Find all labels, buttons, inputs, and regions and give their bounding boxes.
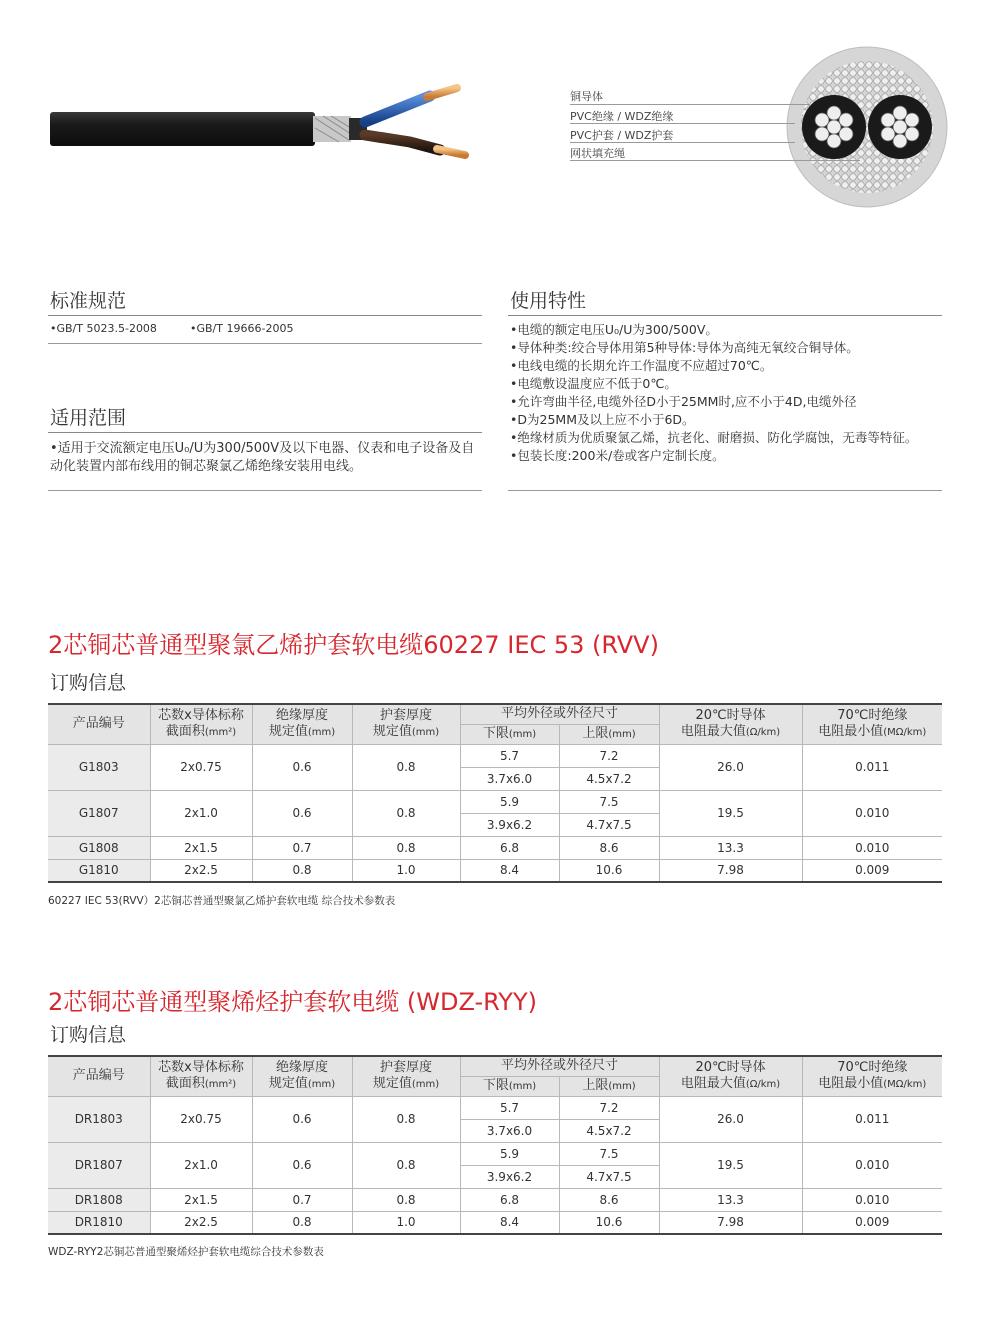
cell-resistance: 7.98 [659, 859, 802, 882]
cell-upper: 4.7x7.5 [559, 813, 659, 836]
table-caption-wdz-ryy: WDZ-RYY2芯铜芯普通型聚烯烃护套软电缆综合技术参数表 [48, 1246, 324, 1258]
spec-table-rvv [48, 703, 942, 883]
cell-upper: 4.5x7.2 [559, 1119, 659, 1142]
product-title-wdz-ryy: 2芯铜芯普通型聚烯烃护套软电缆 (WDZ-RYY) [48, 988, 537, 1016]
cell-resistance: 13.3 [659, 1188, 802, 1211]
header-upper: 上限(mm) [559, 1076, 659, 1096]
cell-lower: 5.9 [460, 1142, 559, 1165]
product-code: DR1810 [48, 1211, 150, 1234]
table-row [48, 1142, 942, 1165]
feature-item: •包装长度:200米/卷或客户定制长度。 [510, 448, 725, 463]
features-list [510, 321, 940, 465]
table-row [48, 859, 942, 882]
outer-jacket [50, 112, 315, 146]
cell-sheath: 0.8 [352, 1142, 460, 1188]
cell-lower: 8.4 [460, 1211, 559, 1234]
table-row [48, 836, 942, 859]
header-insulation-resistance: 70℃时绝缘 电阻最小值(MΩ/km) [802, 704, 942, 744]
cell-upper: 10.6 [559, 859, 659, 882]
cell-upper: 4.5x7.2 [559, 767, 659, 790]
header-insulation-resistance: 70℃时绝缘 电阻最小值(MΩ/km) [802, 1056, 942, 1096]
cell-insulation-resistance: 0.011 [802, 1096, 942, 1142]
header-sheath: 护套厚度 规定值(mm) [352, 1056, 460, 1096]
cell-upper: 4.7x7.5 [559, 1165, 659, 1188]
cell-lower: 3.9x6.2 [460, 1165, 559, 1188]
legend-sheath: PVC护套 / WDZ护套 [570, 129, 674, 142]
legend-filler: 网状填充绳 [570, 147, 625, 160]
header-insulation: 绝缘厚度 规定值(mm) [252, 1056, 352, 1096]
cell-insulation-resistance: 0.010 [802, 790, 942, 836]
cell-section: 2x1.5 [150, 1188, 252, 1211]
copper-tip-blue [427, 88, 457, 97]
legend-insulation: PVC绝缘 / WDZ绝缘 [570, 110, 674, 123]
product-code: DR1808 [48, 1188, 150, 1211]
table-row [48, 1211, 942, 1234]
cell-insulation-resistance: 0.010 [802, 1142, 942, 1188]
cell-insulation: 0.6 [252, 744, 352, 790]
table-caption-rvv: 60227 IEC 53(RVV）2芯铜芯普通型聚氯乙烯护套软电缆 综合技术参数表 [48, 895, 396, 907]
features-title: 使用特性 [510, 290, 587, 312]
cell-insulation: 0.7 [252, 836, 352, 859]
header-code: 产品编号 [48, 1056, 150, 1096]
cell-insulation: 0.6 [252, 1142, 352, 1188]
feature-item: •允许弯曲半径,电缆外径D小于25MM时,应不小于4D,电缆外径 [510, 394, 857, 409]
feature-item: •电线电缆的长期允许工作温度不应超过70℃。 [510, 358, 773, 373]
cell-insulation: 0.8 [252, 859, 352, 882]
cell-insulation-resistance: 0.010 [802, 1188, 942, 1211]
section-divider [48, 432, 482, 433]
cell-section: 2x2.5 [150, 859, 252, 882]
cable-photo [45, 80, 475, 170]
cell-upper: 7.2 [559, 1096, 659, 1119]
section-divider [48, 315, 482, 316]
blue-core [365, 96, 430, 122]
cell-section: 2x1.0 [150, 1142, 252, 1188]
cell-insulation-resistance: 0.009 [802, 1211, 942, 1234]
order-info-label: 订购信息 [50, 672, 127, 694]
standard-item: •GB/T 5023.5-2008 [50, 322, 157, 335]
header-diameter: 平均外径或外径尺寸 [460, 704, 659, 724]
cell-resistance: 7.98 [659, 1211, 802, 1234]
product-code: G1807 [48, 790, 150, 836]
product-title-rvv: 2芯铜芯普通型聚氯乙烯护套软电缆60227 IEC 53 (RVV) [48, 631, 659, 659]
scope-text: •适用于交流额定电压U₀/U为300/500V及以下电器、仪表和电子设备及自动化装置内部布线用的铜芯聚氯乙烯绝缘安装用电线。 [50, 441, 475, 474]
cell-insulation-resistance: 0.009 [802, 859, 942, 882]
cell-sheath: 0.8 [352, 744, 460, 790]
header-section: 芯数x导体标称 截面积(mm²) [150, 704, 252, 744]
cell-section: 2x1.5 [150, 836, 252, 859]
header-lower: 下限(mm) [460, 1076, 559, 1096]
product-code: DR1803 [48, 1096, 150, 1142]
cable-cross-section [785, 45, 950, 210]
table-row [48, 1096, 942, 1119]
product-code: G1808 [48, 836, 150, 859]
spec-table-wdz-ryy [48, 1055, 942, 1235]
leader-line [570, 160, 860, 161]
header-insulation: 绝缘厚度 规定值(mm) [252, 704, 352, 744]
order-info-label: 订购信息 [50, 1024, 127, 1046]
cell-upper: 7.2 [559, 744, 659, 767]
cell-insulation: 0.8 [252, 1211, 352, 1234]
header-lower: 下限(mm) [460, 724, 559, 744]
cell-resistance: 19.5 [659, 1142, 802, 1188]
scope-title: 适用范围 [50, 407, 127, 429]
cell-sheath: 0.8 [352, 1188, 460, 1211]
cell-lower: 6.8 [460, 836, 559, 859]
cell-lower: 3.7x6.0 [460, 767, 559, 790]
cell-section: 2x0.75 [150, 744, 252, 790]
cell-upper: 8.6 [559, 1188, 659, 1211]
cell-resistance: 26.0 [659, 1096, 802, 1142]
cell-lower: 3.7x6.0 [460, 1119, 559, 1142]
feature-item: •导体种类:绞合导体用第5种导体:导体为高纯无氧绞合铜导体。 [510, 340, 859, 355]
table-row [48, 744, 942, 767]
standards-title: 标准规范 [50, 290, 127, 312]
cell-section: 2x1.0 [150, 790, 252, 836]
table-row [48, 790, 942, 813]
cell-sheath: 0.8 [352, 790, 460, 836]
cell-section: 2x0.75 [150, 1096, 252, 1142]
feature-item: •D为25MM及以上应不小于6D。 [510, 412, 695, 427]
cell-lower: 8.4 [460, 859, 559, 882]
product-code: DR1807 [48, 1142, 150, 1188]
header-code: 产品编号 [48, 704, 150, 744]
cell-sheath: 1.0 [352, 859, 460, 882]
feature-item: •绝缘材质为优质聚氯乙烯，抗老化、耐磨损、防化学腐蚀，无毒等特征。 [510, 430, 918, 445]
cell-lower: 3.9x6.2 [460, 813, 559, 836]
cell-upper: 10.6 [559, 1211, 659, 1234]
cell-lower: 5.9 [460, 790, 559, 813]
cell-insulation: 0.7 [252, 1188, 352, 1211]
standard-item: •GB/T 19666-2005 [190, 322, 294, 335]
cell-resistance: 26.0 [659, 744, 802, 790]
section-divider [48, 343, 482, 344]
table-row [48, 1188, 942, 1211]
section-divider [48, 490, 482, 491]
leader-line [570, 104, 810, 105]
cell-upper: 7.5 [559, 1142, 659, 1165]
cell-insulation-resistance: 0.010 [802, 836, 942, 859]
cell-sheath: 0.8 [352, 1096, 460, 1142]
section-divider [508, 490, 942, 491]
product-code: G1803 [48, 744, 150, 790]
leader-line [570, 123, 795, 124]
cell-upper: 8.6 [559, 836, 659, 859]
cell-upper: 7.5 [559, 790, 659, 813]
feature-item: •电缆的额定电压U₀/U为300/500V。 [510, 322, 718, 337]
cell-section: 2x2.5 [150, 1211, 252, 1234]
cell-insulation: 0.6 [252, 1096, 352, 1142]
header-sheath: 护套厚度 规定值(mm) [352, 704, 460, 744]
cell-sheath: 1.0 [352, 1211, 460, 1234]
leader-line [570, 142, 795, 143]
header-resistance: 20℃时导体 电阻最大值(Ω/km) [659, 704, 802, 744]
header-resistance: 20℃时导体 电阻最大值(Ω/km) [659, 1056, 802, 1096]
cell-lower: 6.8 [460, 1188, 559, 1211]
brown-core [365, 135, 440, 150]
cell-resistance: 19.5 [659, 790, 802, 836]
feature-item: •电缆敷设温度应不低于0℃。 [510, 376, 677, 391]
cell-lower: 5.7 [460, 744, 559, 767]
cell-resistance: 13.3 [659, 836, 802, 859]
product-code: G1810 [48, 859, 150, 882]
cell-insulation: 0.6 [252, 790, 352, 836]
legend-copper-conductor: 铜导体 [570, 90, 603, 103]
cell-lower: 5.7 [460, 1096, 559, 1119]
section-divider [508, 315, 942, 316]
header-section: 芯数x导体标称 截面积(mm²) [150, 1056, 252, 1096]
header-diameter: 平均外径或外径尺寸 [460, 1056, 659, 1076]
cell-sheath: 0.8 [352, 836, 460, 859]
cell-insulation-resistance: 0.011 [802, 744, 942, 790]
header-upper: 上限(mm) [559, 724, 659, 744]
